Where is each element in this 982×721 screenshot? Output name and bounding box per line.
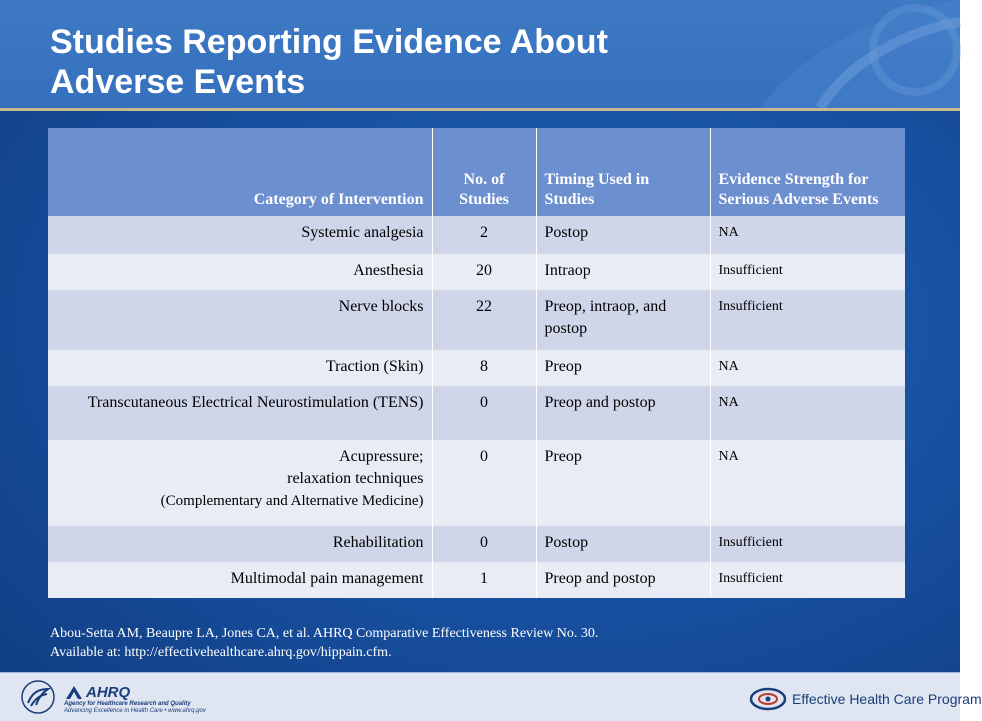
header-studies: No. of Studies [432, 128, 536, 216]
category-line: (Complementary and Alternative Medicine) [160, 493, 424, 509]
cell-timing: Preop, intraop, and postop [536, 290, 710, 350]
table-row [48, 562, 905, 598]
header-evidence: Evidence Strength for Serious Adverse Events [710, 128, 905, 216]
effective-health-care-logo [748, 684, 982, 714]
table-row [48, 216, 905, 254]
title-line-2: Adverse Events [50, 63, 306, 101]
cell-studies: 1 [432, 562, 536, 598]
table-header-row [48, 128, 905, 216]
table-row [48, 254, 905, 290]
cell-category [48, 440, 432, 526]
cell-timing: Preop [536, 440, 710, 526]
cell-studies: 8 [432, 350, 536, 386]
title-line-1: Studies Reporting Evidence About [50, 23, 608, 61]
citation-line-1: Abou-Setta AM, Beaupre LA, Jones CA, et al. AHRQ Comparative Effectiveness Review No. 30. [50, 626, 599, 641]
slide-title [50, 22, 810, 102]
cell-evidence: Insufficient [710, 526, 905, 562]
cell-evidence: NA [710, 440, 905, 526]
table-row [48, 440, 905, 526]
ahrq-subtagline: Advancing Excellence in Health Care • www.ahrq.gov [64, 708, 206, 714]
cell-category: Anesthesia [48, 254, 432, 290]
cell-category: Rehabilitation [48, 526, 432, 562]
cell-timing: Postop [536, 526, 710, 562]
evidence-table [48, 128, 905, 598]
table-row [48, 526, 905, 562]
hhs-logo-icon [18, 679, 58, 715]
cell-evidence: Insufficient [710, 562, 905, 598]
table-row [48, 386, 905, 440]
citation [50, 624, 598, 662]
ahrq-mark-icon [64, 684, 84, 701]
category-line: relaxation techniques [287, 470, 424, 487]
cell-evidence: NA [710, 350, 905, 386]
ahrq-logo [64, 684, 206, 714]
cell-timing: Preop [536, 350, 710, 386]
ehc-swirl-icon [748, 684, 788, 714]
cell-evidence: Insufficient [710, 254, 905, 290]
table-row [48, 290, 905, 350]
cell-studies: 0 [432, 440, 536, 526]
title-bar [0, 0, 960, 108]
cell-evidence: NA [710, 216, 905, 254]
cell-category: Nerve blocks [48, 290, 432, 350]
cell-evidence: Insufficient [710, 290, 905, 350]
cell-studies: 2 [432, 216, 536, 254]
cell-category: Systemic analgesia [48, 216, 432, 254]
citation-line-2: Available at: http://effectivehealthcare.ahrq.gov/hippain.cfm. [50, 645, 392, 660]
header-timing: Timing Used in Studies [536, 128, 710, 216]
table-row [48, 350, 905, 386]
cell-studies: 0 [432, 386, 536, 440]
cell-studies: 0 [432, 526, 536, 562]
cell-studies: 20 [432, 254, 536, 290]
cell-timing: Postop [536, 216, 710, 254]
program-name: Effective Health Care Program [792, 691, 982, 707]
header-category: Category of Intervention [48, 128, 432, 216]
cell-timing: Intraop [536, 254, 710, 290]
cell-category: Traction (Skin) [48, 350, 432, 386]
cell-timing: Preop and postop [536, 562, 710, 598]
category-line: Acupressure; [339, 448, 424, 465]
ahrq-name: AHRQ [86, 684, 131, 701]
title-divider [0, 108, 960, 111]
cell-studies: 22 [432, 290, 536, 350]
cell-category: Transcutaneous Electrical Neurostimulation (TENS) [48, 386, 432, 440]
ahrq-tagline: Agency for Healthcare Research and Quality [64, 701, 191, 707]
cell-category: Multimodal pain management [48, 562, 432, 598]
cell-timing: Preop and postop [536, 386, 710, 440]
cell-evidence: NA [710, 386, 905, 440]
